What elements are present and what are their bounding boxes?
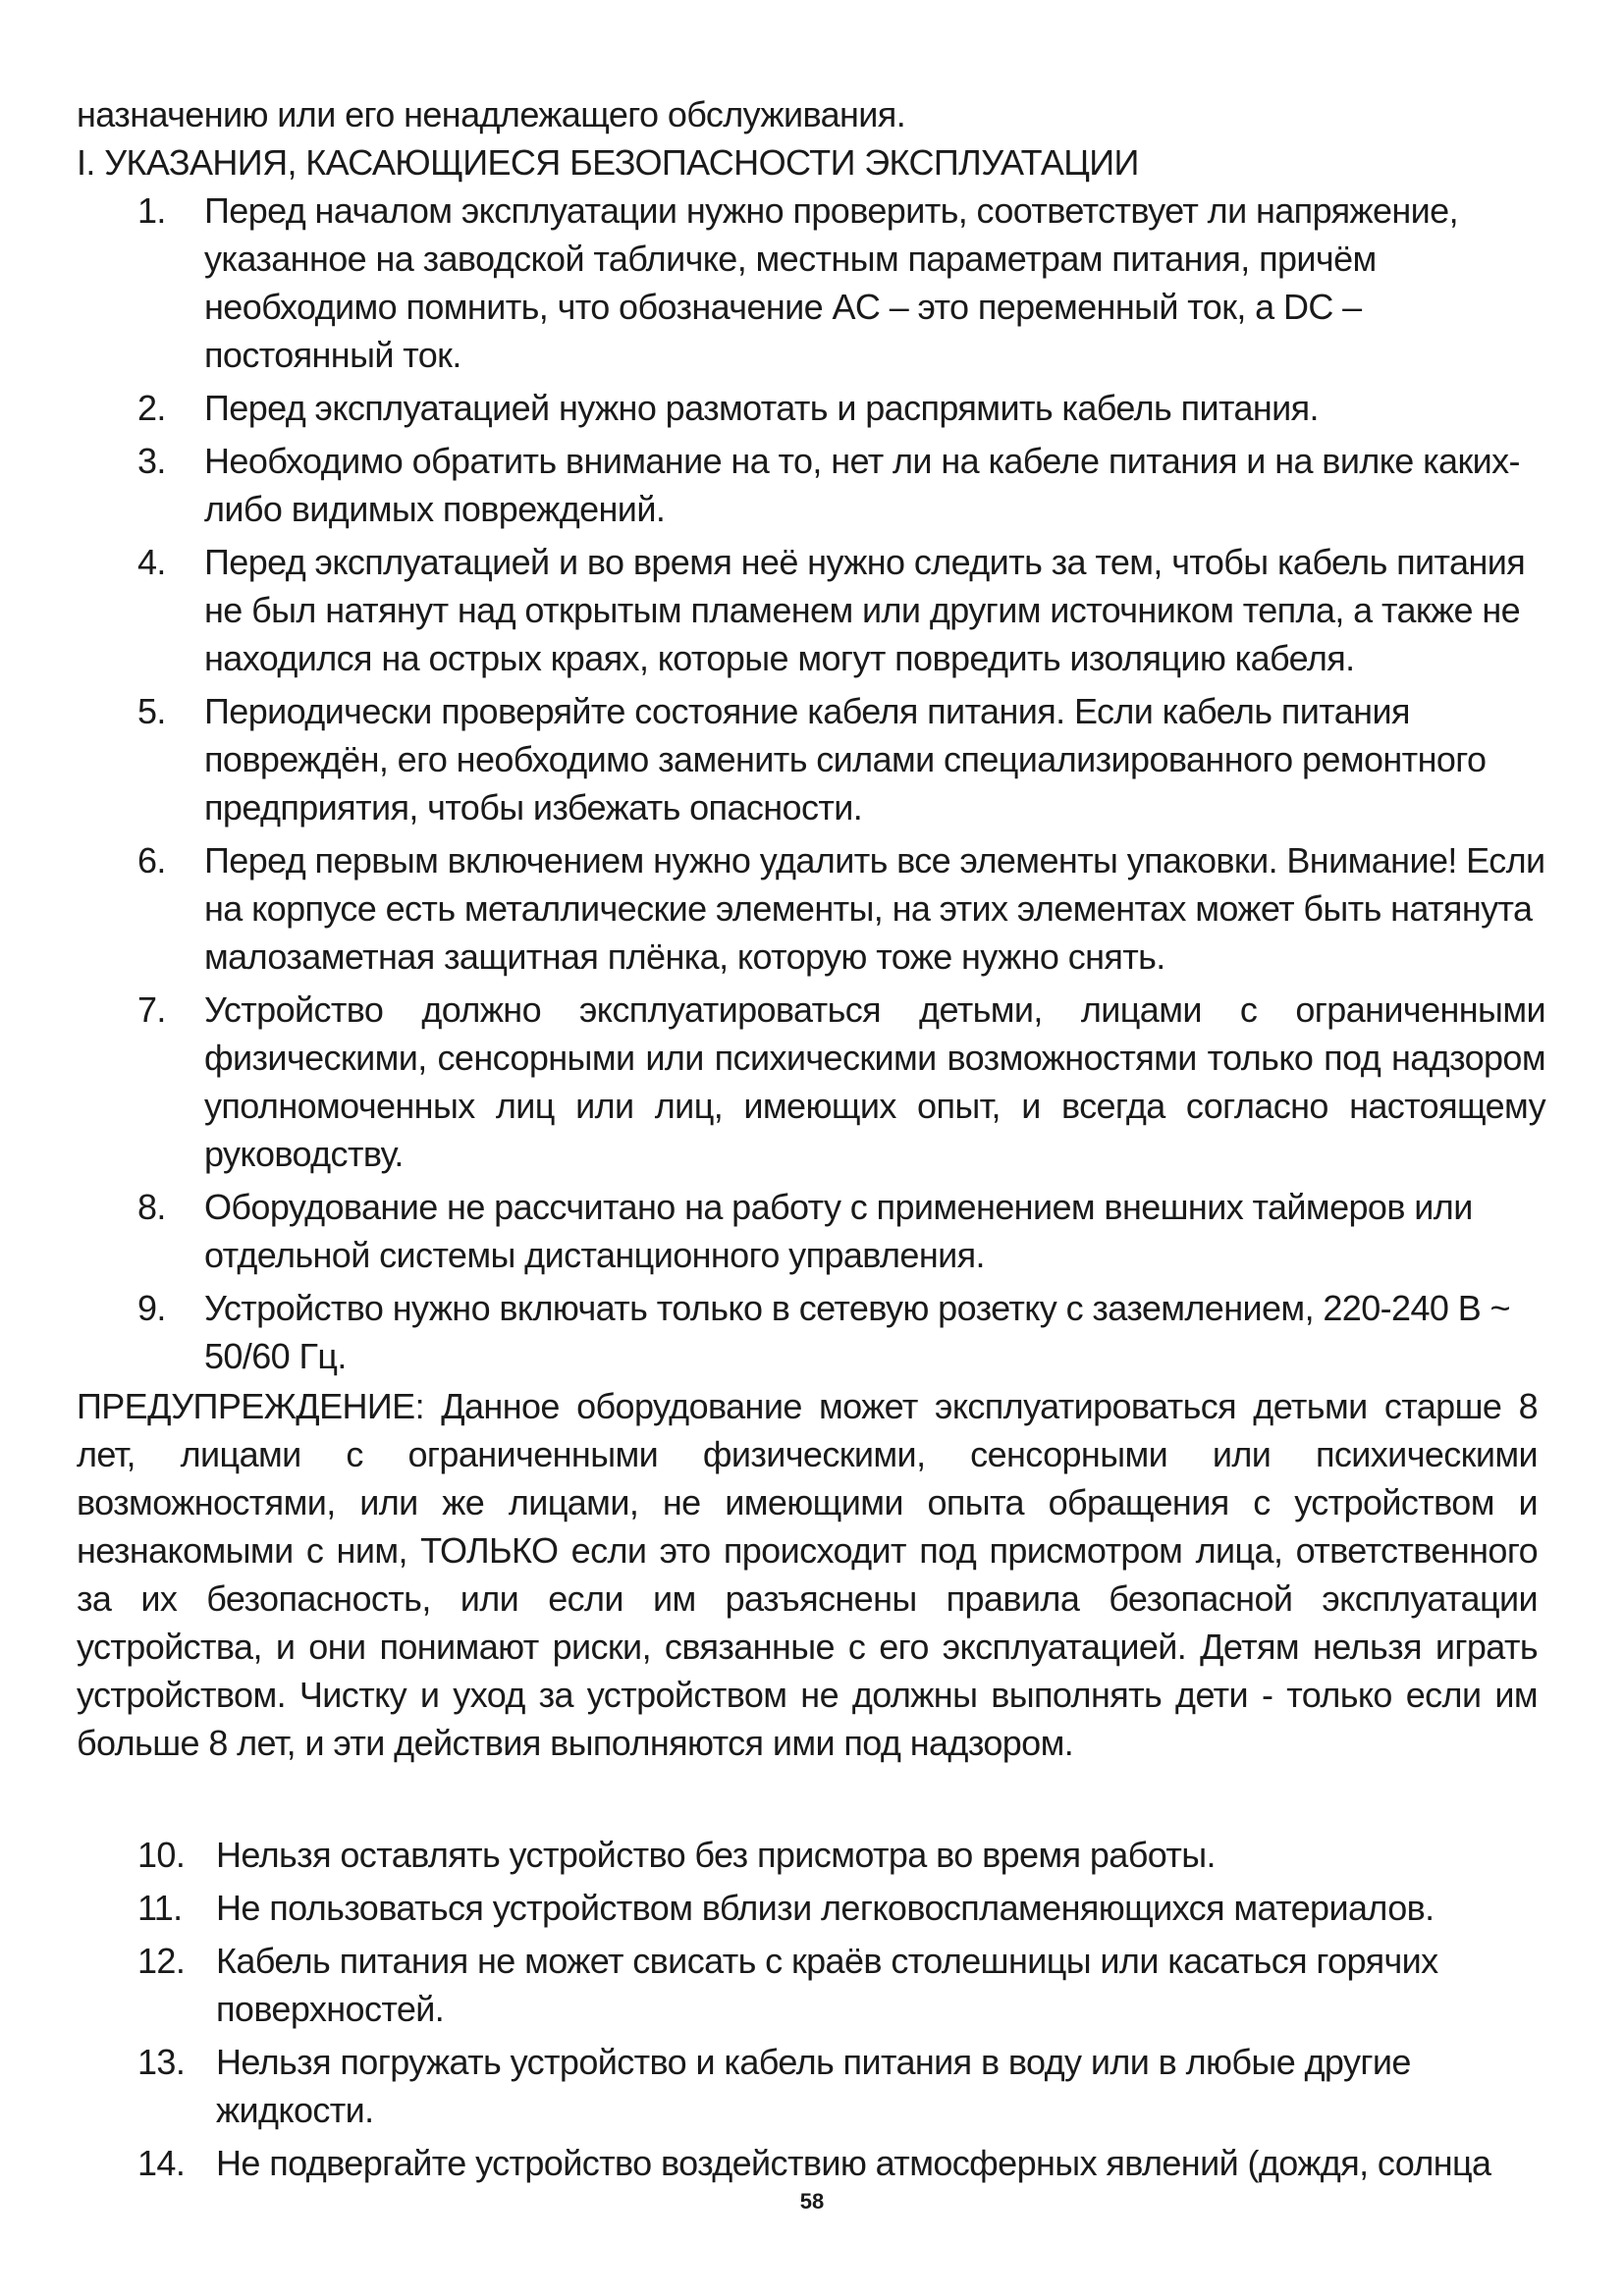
- item-text: Оборудование не рассчитано на работу с применением внешних таймеров или отдельной системы дистанционного управления.: [204, 1187, 1473, 1275]
- item-number: 6.: [137, 840, 166, 881]
- safety-list-2: [137, 1831, 1545, 2192]
- list-item: [137, 187, 1545, 379]
- item-number: 10.: [137, 1835, 186, 1875]
- item-number: 9.: [137, 1288, 166, 1328]
- list-item: [137, 538, 1545, 682]
- item-number: 8.: [137, 1187, 166, 1227]
- list-item: [137, 1884, 1545, 1932]
- item-text: Не пользоваться устройством вблизи легковоспламеняющихся материалов.: [216, 1888, 1435, 1928]
- item-number: 12.: [137, 1941, 186, 1981]
- item-number: 4.: [137, 542, 166, 582]
- item-text: Устройство должно эксплуатироваться детьми, лицами с ограниченными физическими, сенсорными или психическими возможностями только под надзором уполномоченных лиц или лиц, имеющих опыт, и всегда согласно настоящему руководству.: [204, 989, 1545, 1174]
- list-item: [137, 384, 1545, 432]
- item-text: Нельзя погружать устройство и кабель питания в воду или в любые другие жидкости.: [216, 2042, 1411, 2130]
- list-item: [137, 1937, 1545, 2033]
- item-text: Периодически проверяйте состояние кабеля питания. Если кабель питания повреждён, его необходимо заменить силами специализированного ремонтного предприятия, чтобы избежать опасности.: [204, 691, 1487, 828]
- item-text: Необходимо обратить внимание на то, нет ли на кабеле питания и на вилке каких-либо видимых повреждений.: [204, 441, 1520, 529]
- list-item: [137, 1183, 1545, 1279]
- warning-paragraph: ПРЕДУПРЕЖДЕНИЕ: Данное оборудование может эксплуатироваться детьми старше 8 лет, лицами с ограниченными физическими, сенсорными или психическими возможностями, или же лицами, не имеющими опыта обращения с устройством и незнакомыми с ним, ТОЛЬКО если это происходит под присмотром лица, ответственного за их безопасность, или если им разъяснены правила безопасной эксплуатации устройства, и они понимают риски, связанные с его эксплуатацией. Детям нельзя играть устройством. Чистку и уход за устройством не должны выполнять дети - только если им больше 8 лет, и эти действия выполняются ими под надзором.: [77, 1386, 1538, 1763]
- list-item: [137, 437, 1545, 533]
- item-text: Не подвергайте устройство воздействию атмосферных явлений (дождя, солнца: [216, 2143, 1491, 2183]
- item-text: Нельзя оставлять устройство без присмотра во время работы.: [216, 1835, 1216, 1875]
- safety-list-1: [137, 187, 1545, 1385]
- list-item: [137, 836, 1545, 981]
- item-number: 2.: [137, 388, 166, 428]
- item-number: 11.: [137, 1888, 183, 1928]
- list-item: [137, 986, 1545, 1178]
- list-item: [137, 1831, 1545, 1879]
- section-title: I. УКАЗАНИЯ, КАСАЮЩИЕСЯ БЕЗОПАСНОСТИ ЭКСПЛУАТАЦИИ: [77, 142, 1139, 183]
- item-number: 7.: [137, 989, 166, 1030]
- item-text: Устройство нужно включать только в сетевую розетку с заземлением, 220-240 В ~ 50/60 Гц.: [204, 1288, 1510, 1376]
- item-number: 14.: [137, 2143, 186, 2183]
- item-text: Перед началом эксплуатации нужно проверить, соответствует ли напряжение, указанное на заводской табличке, местным параметрам питания, причём необходимо помнить, что обозначение AC – это переменный ток, а DC – постоянный ток.: [204, 190, 1459, 375]
- item-text: Перед первым включением нужно удалить все элементы упаковки. Внимание! Если на корпусе есть металлические элементы, на этих элементах может быть натянута малозаметная защитная плёнка, которую тоже нужно снять.: [204, 840, 1545, 977]
- page-number: 58: [799, 2189, 825, 2214]
- item-number: 3.: [137, 441, 166, 481]
- continuation-text: назначению или его ненадлежащего обслуживания.: [77, 94, 906, 134]
- list-item: [137, 1284, 1545, 1380]
- intro-block: [77, 90, 1545, 187]
- item-number: 13.: [137, 2042, 186, 2082]
- list-item: [137, 2038, 1545, 2134]
- item-number: 5.: [137, 691, 166, 731]
- item-text: Перед эксплуатацией и во время неё нужно следить за тем, чтобы кабель питания не был натянут над открытым пламенем или другим источником тепла, а также не находился на острых краях, которые могут повредить изоляцию кабеля.: [204, 542, 1526, 678]
- item-number: 1.: [137, 190, 166, 231]
- item-text: Перед эксплуатацией нужно размотать и распрямить кабель питания.: [204, 388, 1319, 428]
- list-item: [137, 687, 1545, 831]
- item-text: Кабель питания не может свисать с краёв столешницы или касаться горячих поверхностей.: [216, 1941, 1438, 2029]
